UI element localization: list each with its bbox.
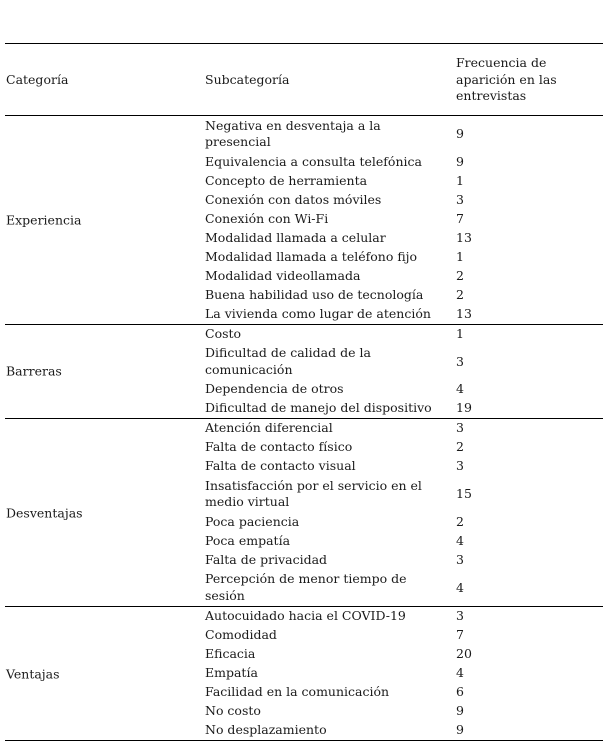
category-cell: Experiencia xyxy=(6,212,82,228)
section-rule xyxy=(5,740,603,741)
frequency-cell: 3 xyxy=(456,420,464,436)
subcategory-cell: Modalidad videollamada xyxy=(205,267,361,283)
subcategory-cell: Falta de contacto físico xyxy=(205,439,353,455)
table-row xyxy=(5,607,603,626)
subcategory-cell: La vivienda como lugar de atención xyxy=(205,305,431,321)
category-cell: Ventajas xyxy=(6,666,60,681)
subcategory-cell: Dificultad de calidad de la comunicación xyxy=(205,345,371,377)
subcategory-cell: Dificultad de manejo del dispositivo xyxy=(205,400,432,416)
subcategory-cell: Modalidad llamada a teléfono fijo xyxy=(205,248,418,264)
table-section-desventajas xyxy=(5,419,603,606)
frequency-cell: 3 xyxy=(456,191,464,207)
subcategory-cell: Concepto de herramienta xyxy=(205,172,368,188)
table-row xyxy=(5,305,603,324)
table-row xyxy=(5,191,603,210)
table-row xyxy=(5,570,603,607)
subcategory-cell: No costo xyxy=(205,703,261,719)
table-row xyxy=(5,551,603,570)
table-row xyxy=(5,344,603,381)
table-row xyxy=(5,286,603,305)
table-row xyxy=(5,626,603,645)
header-category: Categoría xyxy=(6,72,69,87)
frequency-cell: 9 xyxy=(456,703,464,719)
subcategory-cell: Poca empatía xyxy=(205,532,291,548)
subcategory-cell: Autocuidado hacia el COVID-19 xyxy=(205,608,406,624)
table-row xyxy=(5,683,603,702)
table-row xyxy=(5,476,603,513)
frequency-cell: 3 xyxy=(456,608,464,624)
frequency-cell: 20 xyxy=(456,646,472,662)
table-row xyxy=(5,116,603,153)
frequency-cell: 3 xyxy=(456,353,464,369)
subcategory-cell: Facilidad en la comunicación xyxy=(205,684,390,700)
frequency-cell: 7 xyxy=(456,210,464,226)
category-cell: Barreras xyxy=(6,363,62,379)
frequency-cell: 3 xyxy=(456,551,464,567)
subcategory-cell: No desplazamiento xyxy=(205,722,327,738)
table-row xyxy=(5,380,603,399)
subcategory-cell: Empatía xyxy=(205,665,258,681)
table-row xyxy=(5,399,603,418)
subcategory-cell: Conexión con datos móviles xyxy=(205,191,382,207)
table-row xyxy=(5,438,603,457)
table-row xyxy=(5,325,603,344)
subcategory-cell: Falta de privacidad xyxy=(205,551,328,567)
category-cell: Desventajas xyxy=(6,505,83,520)
frequency-cell: 2 xyxy=(456,513,464,529)
frequency-cell: 1 xyxy=(456,248,464,264)
subcategory-cell: Modalidad llamada a celular xyxy=(205,229,386,245)
table-row xyxy=(5,153,603,172)
table-row xyxy=(5,419,603,438)
table-header xyxy=(5,44,603,115)
header-subcategory: Subcategoría xyxy=(205,72,290,87)
table-row xyxy=(5,229,603,248)
frequency-table xyxy=(5,43,603,741)
frequency-cell: 4 xyxy=(456,579,464,595)
subcategory-cell: Buena habilidad uso de tecnología xyxy=(205,286,424,302)
frequency-cell: 9 xyxy=(456,722,464,738)
frequency-cell: 3 xyxy=(456,458,464,474)
table-section-barreras xyxy=(5,325,603,419)
table-row xyxy=(5,645,603,664)
table-section-ventajas xyxy=(5,607,603,740)
frequency-cell: 1 xyxy=(456,172,464,188)
frequency-cell: 13 xyxy=(456,305,472,321)
subcategory-cell: Comodidad xyxy=(205,627,277,643)
table-row xyxy=(5,248,603,267)
frequency-cell: 4 xyxy=(456,532,464,548)
frequency-cell: 9 xyxy=(456,126,464,141)
subcategory-cell: Negativa en desventaja a la presencial xyxy=(205,117,381,150)
frequency-cell: 2 xyxy=(456,439,464,455)
subcategory-cell: Costo xyxy=(205,325,242,341)
subcategory-cell: Falta de contacto visual xyxy=(205,458,356,474)
frequency-cell: 9 xyxy=(456,153,464,169)
frequency-cell: 6 xyxy=(456,684,464,700)
table-row xyxy=(5,513,603,532)
table-row xyxy=(5,721,603,740)
frequency-cell: 13 xyxy=(456,229,472,245)
table-row xyxy=(5,172,603,191)
subcategory-cell: Conexión con Wi-Fi xyxy=(205,210,329,226)
table-row xyxy=(5,210,603,229)
frequency-cell: 2 xyxy=(456,286,464,302)
frequency-cell: 4 xyxy=(456,381,464,397)
frequency-cell: 7 xyxy=(456,627,464,643)
subcategory-cell: Eficacia xyxy=(205,646,256,662)
subcategory-cell: Insatisfacción por el servicio en el medio virtual xyxy=(205,477,422,510)
subcategory-cell: Atención diferencial xyxy=(205,420,333,436)
subcategory-cell: Dependencia de otros xyxy=(205,381,344,397)
frequency-cell: 2 xyxy=(456,267,464,283)
frequency-cell: 19 xyxy=(456,400,472,416)
table-row xyxy=(5,702,603,721)
table-row xyxy=(5,457,603,476)
header-frequency: Frecuencia de aparición en las entrevistas xyxy=(456,55,557,103)
subcategory-cell: Percepción de menor tiempo de sesión xyxy=(205,571,407,603)
table-row xyxy=(5,532,603,551)
table-row xyxy=(5,664,603,683)
subcategory-cell: Equivalencia a consulta telefónica xyxy=(205,153,422,169)
subcategory-cell: Poca paciencia xyxy=(205,513,300,529)
table-row xyxy=(5,267,603,286)
table-body xyxy=(5,116,603,741)
frequency-cell: 4 xyxy=(456,665,464,681)
table-section-experiencia xyxy=(5,116,603,324)
frequency-cell: 15 xyxy=(456,486,472,501)
frequency-cell: 1 xyxy=(456,325,464,341)
